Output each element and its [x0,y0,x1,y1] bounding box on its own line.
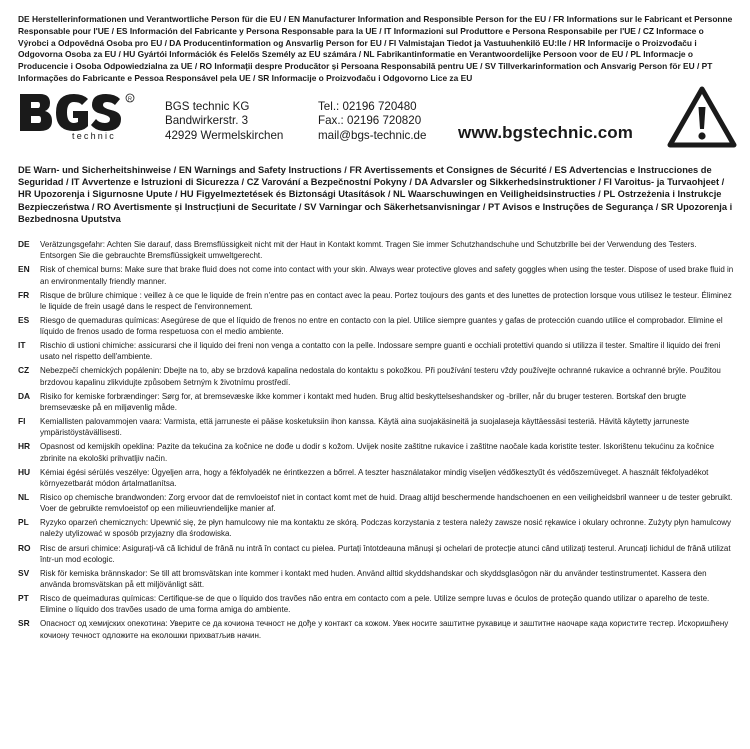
company-street: Bandwirkerstr. 3 [165,114,249,128]
warning-text: Nebezpečí chemických popálenin: Dbejte na to, aby se brzdová kapalina nedostala do kontaktu s pokožkou. Při používání testeru vždy používejte ochranné rukavice a ochranné brýle. Použitou brzdovou kapalinu zlikvidujte způsobem šetrným k životnímu prostředí. [40,366,721,387]
language-code: DE [18,239,30,249]
warning-entry-fi [18,415,734,440]
warning-entry-cz [18,364,734,389]
warning-entry-it [18,339,734,364]
svg-text:R: R [128,96,132,103]
contact-fax: Fax.: 02196 720820 [318,114,422,128]
warning-triangle-icon [667,86,737,149]
warning-entry-ro [18,542,734,567]
warning-text: Risiko for kemiske forbrændinger: Sørg for, at bremsevæske ikke kommer i kontakt med huden. Brug altid beskyttelseshandsker og -briller, når du bruger testeren. Bortskaf den brugte bremsevæske på en miljøvenlig måde. [40,391,687,412]
language-code: ES [18,314,30,325]
warning-text: Risco de queimaduras químicas: Certifique-se de que o líquido dos travões não entra em contacto com a pele. Utilize sempre luvas e óculos de proteção quando utilizar o aparelho de teste. Elimine o líquido dos travões usado de uma forma amiga do ambiente. [40,594,710,615]
warning-entry-nl [18,491,734,516]
warning-entry-pt [18,592,734,617]
bgs-technic-logo [18,90,138,140]
language-code: HU [18,466,31,477]
warning-text: Opasnost od kemijskih opeklina: Pazite da tekućina za kočnice ne dođe u dodir s kožom. Uvijek nosite zaštitne rukavice i zaštitne naočale kada koristite tester. Iskorištenu tekućinu za kočnice zbrinite na ekološki prihvatljiv način. [40,442,715,463]
contact-tel: Tel.: 02196 720480 [318,100,417,113]
company-name: BGS technic KG [165,100,250,113]
warning-entry-hu [18,466,734,491]
warning-text: Ryzyko oparzeń chemicznych: Upewnić się, że płyn hamulcowy nie ma kontaktu ze skórą. Podczas korzystania z testera należy zawsze nosić rękawice i okulary ochronne. Zużyty płyn hamulcowy należy utylizować w sposób przyjazny dla środowiska. [40,518,731,539]
warning-text: Risk för kemiska brännskador: Se till att bromsvätskan inte kommer i kontakt med huden. Använd alltid skyddshandskar och skyddsglasögon när du använder testinstrumentet. Kassera den använda bromsvätskan på ett miljövänligt sätt. [40,568,707,590]
safety-instructions-heading: DE Warn- und Sicherheitshinweise / EN Warnings and Safety Instructions / FR Avertissements et Consignes de Sécurité / ES Advertencias e Instrucciones de Seguridad / IT Avvertenze e Istruzioni di Sicurezza / CZ Varování a Bezpečnostní Pokyny / DA Advarsler og Sikkerhedsinstruktioner / FI Varoitus- ja Turvaohjeet / HR Upozorenja i Sigurnosne Upute / HU Figyelmeztetések és Biztonsági Utasítások / NL Waarschuwingen en Veiligheidsinstructies / PL Ostrzeżenia i Instrukcje Bezpieczeństwa / RO Avertismente și Instrucțiuni de Securitate / SV Varningar och Säkerhetsanvisningar / PT Avisos e Instruções de Segurança / SR Upozorenja i Bezbednosna Uputstva [18,165,733,224]
language-code: SV [18,567,30,578]
warning-entry-es [18,314,734,339]
language-code: FI [18,416,26,427]
company-city: 42929 Wermelskirchen [165,128,284,142]
warning-text: Rischio di ustioni chimiche: assicurarsi che il liquido dei freni non venga a contatto con la pelle. Indossare sempre guanti e occhiali protettivi quando si utilizza il tester. Smaltire il liquido dei freni usato nel rispetto dell'ambiente. [40,341,721,362]
manufacturer-info-heading: DE Herstellerinformationen und Verantwortliche Person für die EU / EN Manufacturer Information and Responsible Person for the EU / FR Informations sur le Fabricant et Personne Responsable pour l'UE / ES Información del Fabricante y Persona Responsable para la UE / IT Informazioni sul Produttore e Persona Responsabile per l'UE / CZ Informace o Výrobci a Odpovědná Osoba pro EU / DA Producentinformation og Ansvarlig Person for EU / FI Valmistajan Tiedot ja Vastuuhenkilö EU:lle / HR Informacije o Proizvođaču i Odgovorna Osoba za EU / HU Gyártói Információk és Felelős Személy az EU számára / NL Fabrikantinformatie en Verantwoordelijke Persoon voor de EU / PL Informacje o Producencie i Osoba Odpowiedzialna za UE / RO Informații despre Producător și Persoana Responsabilă pentru UE / SV Tillverkarinformation och Ansvarig Person för EU / PT Informações do Fabricante e Pessoa Responsável pela UE / SR Informacije o Proizvođaču i Odgovorno Lice za EU [18,14,733,83]
warning-entry-sr [18,617,734,642]
language-code: EN [18,264,30,275]
warning-text: Kemiallisten palovammojen vaara: Varmista, että jarruneste ei pääse kosketuksiin ihon kanssa. Käytä aina suojakäsineitä ja suojalaseja käyttäessäsi testeriä. Hävitä käytetty jarruneste ympäristöystävällisesti. [40,417,690,438]
warning-entry-de [18,238,734,263]
language-code: FR [18,289,30,300]
warning-entry-pl [18,516,734,541]
logo-sub-text: technic [72,131,116,140]
contact-mail: mail@bgs-technic.de [318,128,427,142]
warning-entry-fr [18,289,734,314]
warning-text: Risc de arsuri chimice: Asigurați-vă că lichidul de frână nu intră în contact cu pielea. Purtați întotdeauna mănuși și ochelari de protecție atunci când utilizați testerul. Aruncați lichidul de frână utilizat într-un mod ecologic. [40,543,731,564]
company-contact [318,100,426,143]
warning-entry-sv [18,567,734,592]
warning-text: Verätzungsgefahr: Achten Sie darauf, dass Bremsflüssigkeit nicht mit der Haut in Kontakt kommt. Tragen Sie immer Schutzhandschuhe und Schutzbrille bei der Verwendung des Testers. Entsorgen Sie die gebrauchte Bremsflüssigkeit umweltgerecht. [40,240,697,261]
company-address [165,100,283,143]
language-code: CZ [18,365,30,376]
warning-text: Kémiai égési sérülés veszélye: Ügyeljen arra, hogy a fékfolyadék ne érintkezzen a bőrrel. A teszter használatakor mindig viseljen védőkesztyűt és védőszemüveget. A használt fékfolyadékot környezetbarát módon ártalmatlanítsa. [40,467,709,488]
language-code: IT [18,340,26,351]
language-code: SR [18,618,30,629]
warning-text: Risque de brûlure chimique : veillez à ce que le liquide de frein n'entre pas en contact avec la peau. Portez toujours des gants et des lunettes de protection lorsque vous utilisez le testeur. Éliminez le liquide de frein usagé dans le respect de l'environnement. [40,290,732,311]
warning-text: Risico op chemische brandwonden: Zorg ervoor dat de remvloeistof niet in contact komt met de huid. Draag altijd beschermende handschoenen en een veiligheidsbril wanneer u de tester gebruikt. Voer de gebruikte remvloeistof op een milieuvriendelijke manier af. [40,492,733,514]
language-code: PT [18,593,29,604]
warning-text: Risk of chemical burns: Make sure that brake fluid does not come into contact with your skin. Always wear protective gloves and safety goggles when using the tester. Dispose of used brake fluid in an environmentally friendly manner. [40,265,734,286]
language-code: PL [18,517,29,528]
warning-text: Опасност од хемијских опекотина: Уверите се да кочиона течност не дође у контакт са кожом. Увек носите заштитне рукавице и заштитне наочаре када користите тестер. Искоришћену кочиону течност одложите на еколошки прихватљив начин. [40,619,729,640]
warning-entry-hr [18,440,734,465]
warning-entry-en [18,263,734,288]
language-code: HR [18,441,31,452]
warning-text: Riesgo de quemaduras químicas: Asegúrese de que el líquido de frenos no entre en contacto con la piel. Utilice siempre guantes y gafas de protección cuando utilice el comprobador. Elimine el líquido de frenos usado de forma respetuosa con el medio ambiente. [40,315,723,337]
language-code: RO [18,542,31,553]
website-url: www.bgstechnic.com [458,123,633,142]
language-code: NL [18,491,30,502]
warning-entry-da [18,390,734,415]
language-code: DA [18,390,31,401]
warning-list [18,238,734,643]
